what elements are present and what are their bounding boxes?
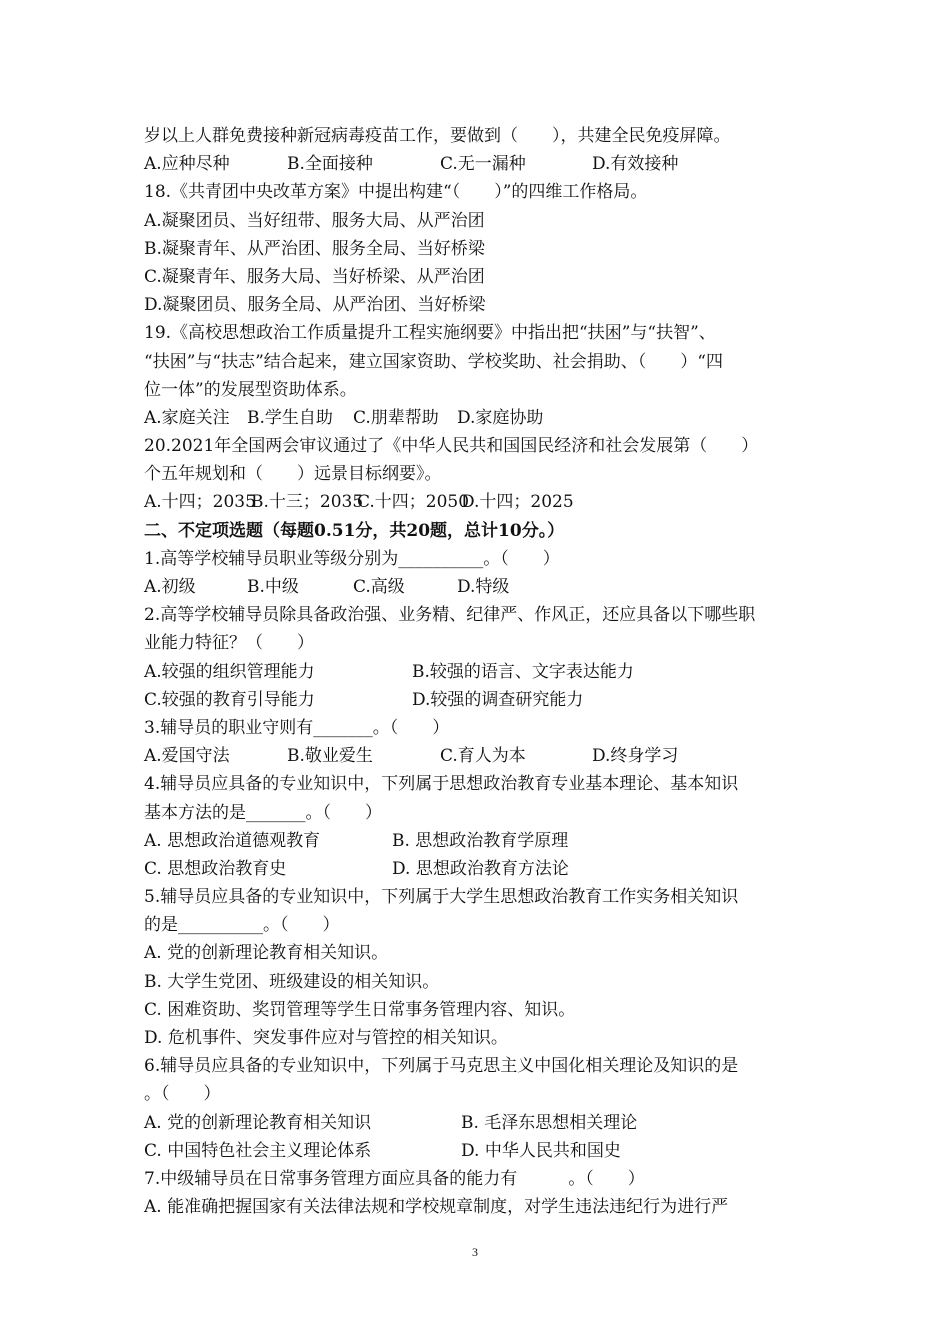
option: A.爱国守法 (144, 746, 230, 767)
option: C.凝聚青年、服务大局、当好桥梁、从严治团 (144, 266, 485, 287)
question-text: 3.辅导员的职业守则有_______。（ ） (144, 717, 450, 738)
question-text: 业能力特征？（ ） (144, 633, 314, 654)
option: A. 党的创新理论教育相关知识 (144, 1112, 372, 1133)
question-text: 的是__________。（ ） (144, 915, 340, 936)
option: A. 党的创新理论教育相关知识。 (144, 943, 389, 964)
option: C. 困难资助、奖罚管理等学生日常事务管理内容、知识。 (144, 999, 576, 1020)
option: B.中级 (247, 577, 299, 597)
answer-options (144, 855, 814, 883)
option: D. 思想政治教育方法论 (392, 858, 569, 879)
question-text: 5.辅导员应具备的专业知识中，下列属于大学生思想政治教育工作实务相关知识 (144, 887, 739, 908)
option: A. 思想政治道德观教育 (144, 830, 321, 851)
question-text: 1.高等学校辅导员职业等级分别为__________。（ ） (144, 548, 560, 569)
option: A.凝聚团员、当好纽带、服务大局、从严治团 (144, 210, 485, 231)
option: B. 大学生党团、班级建设的相关知识。 (144, 971, 440, 992)
option: D.较强的调查研究能力 (412, 689, 584, 710)
option: C. 中国特色社会主义理论体系 (144, 1140, 372, 1161)
option: A.家庭关注 (144, 407, 230, 428)
answer-options (144, 827, 814, 855)
answer-options (144, 742, 814, 770)
option: C.育人为本 (440, 746, 526, 767)
question-text: 19.《高校思想政治工作质量提升工程实施纲要》中指出把“扶困”与“扶智”、 (144, 323, 716, 344)
option: B.凝聚青年、从严治团、服务全局、当好桥梁 (144, 238, 485, 259)
option: C.高级 (353, 577, 405, 597)
question-text: 18.《共青团中央改革方案》中提出构建“（ ）”的四维工作格局。 (144, 182, 648, 203)
option: B.较强的语言、文字表达能力 (412, 661, 634, 682)
question-text: 。（ ） (144, 1084, 221, 1105)
option: A. 能准确把握国家有关法律法规和学校规章制度，对学生违法违纪行为进行严 (144, 1197, 729, 1218)
answer-options (144, 658, 814, 686)
page-body (144, 122, 814, 1221)
option: D.特级 (457, 577, 510, 597)
question-text: 岁以上人群免费接种新冠病毒疫苗工作，要做到（ ），共建全民免疫屏障。 (144, 126, 731, 146)
question-text: 20.2021年全国两会审议通过了《中华人民共和国国民经济和社会发展第（ ） (144, 436, 759, 457)
option: D. 中华人民共和国史 (461, 1140, 621, 1161)
option: B. 毛泽东思想相关理论 (461, 1112, 638, 1133)
option: C.无一漏种 (440, 154, 526, 175)
option: A.应种尽种 (144, 154, 230, 175)
answer-options (144, 1137, 814, 1165)
question-text: 2.高等学校辅导员除具备政治强、业务精、纪律严、作风正，还应具备以下哪些职 (144, 605, 756, 626)
question-text: 7.中级辅导员在日常事务管理方面应具备的能力有 。（ ） (144, 1168, 645, 1189)
answer-options (144, 150, 814, 178)
option: D.终身学习 (592, 746, 679, 767)
option: A.初级 (144, 577, 196, 597)
option: A.较强的组织管理能力 (144, 661, 315, 682)
page-number: 3 (472, 1245, 478, 1259)
answer-options (144, 488, 814, 516)
option: A.十四；2035 (144, 492, 256, 513)
question-text: 基本方法的是_______。（ ） (144, 802, 382, 823)
answer-options (144, 573, 814, 601)
question-text: 位一体”的发展型资助体系。 (144, 379, 357, 400)
option: C.朋辈帮助 (353, 407, 439, 428)
answer-options (144, 686, 814, 714)
option: C. 思想政治教育史 (144, 858, 287, 879)
option: C.较强的教育引导能力 (144, 689, 315, 710)
option: D.凝聚团员、服务全局、从严治团、当好桥梁 (144, 295, 486, 316)
question-text: 4.辅导员应具备的专业知识中，下列属于思想政治教育专业基本理论、基本知识 (144, 774, 739, 795)
option: C.十四；2050 (357, 492, 470, 513)
option: B.全面接种 (287, 154, 373, 175)
answer-options (144, 1109, 814, 1137)
section-heading: 二、不定项选题（每题0.51分，共20题，总计10分。） (144, 520, 565, 541)
option: D.家庭协助 (457, 407, 544, 428)
question-text: 6.辅导员应具备的专业知识中，下列属于马克思主义中国化相关理论及知识的是 (144, 1056, 739, 1077)
option: B.敬业爱生 (287, 746, 373, 767)
option: D.有效接种 (592, 154, 679, 175)
option: B.十三；2035 (251, 492, 364, 513)
option: D.十四；2025 (461, 492, 574, 513)
option: B.学生自助 (247, 407, 333, 428)
option: B. 思想政治教育学原理 (392, 830, 569, 851)
option: D. 危机事件、突发事件应对与管控的相关知识。 (144, 1028, 508, 1048)
question-text: “扶困”与“扶志”结合起来，建立国家资助、学校奖助、社会捐助、（ ）“四 (144, 351, 723, 372)
question-text: 个五年规划和（ ）远景目标纲要》。 (144, 464, 442, 485)
answer-options (144, 404, 814, 432)
